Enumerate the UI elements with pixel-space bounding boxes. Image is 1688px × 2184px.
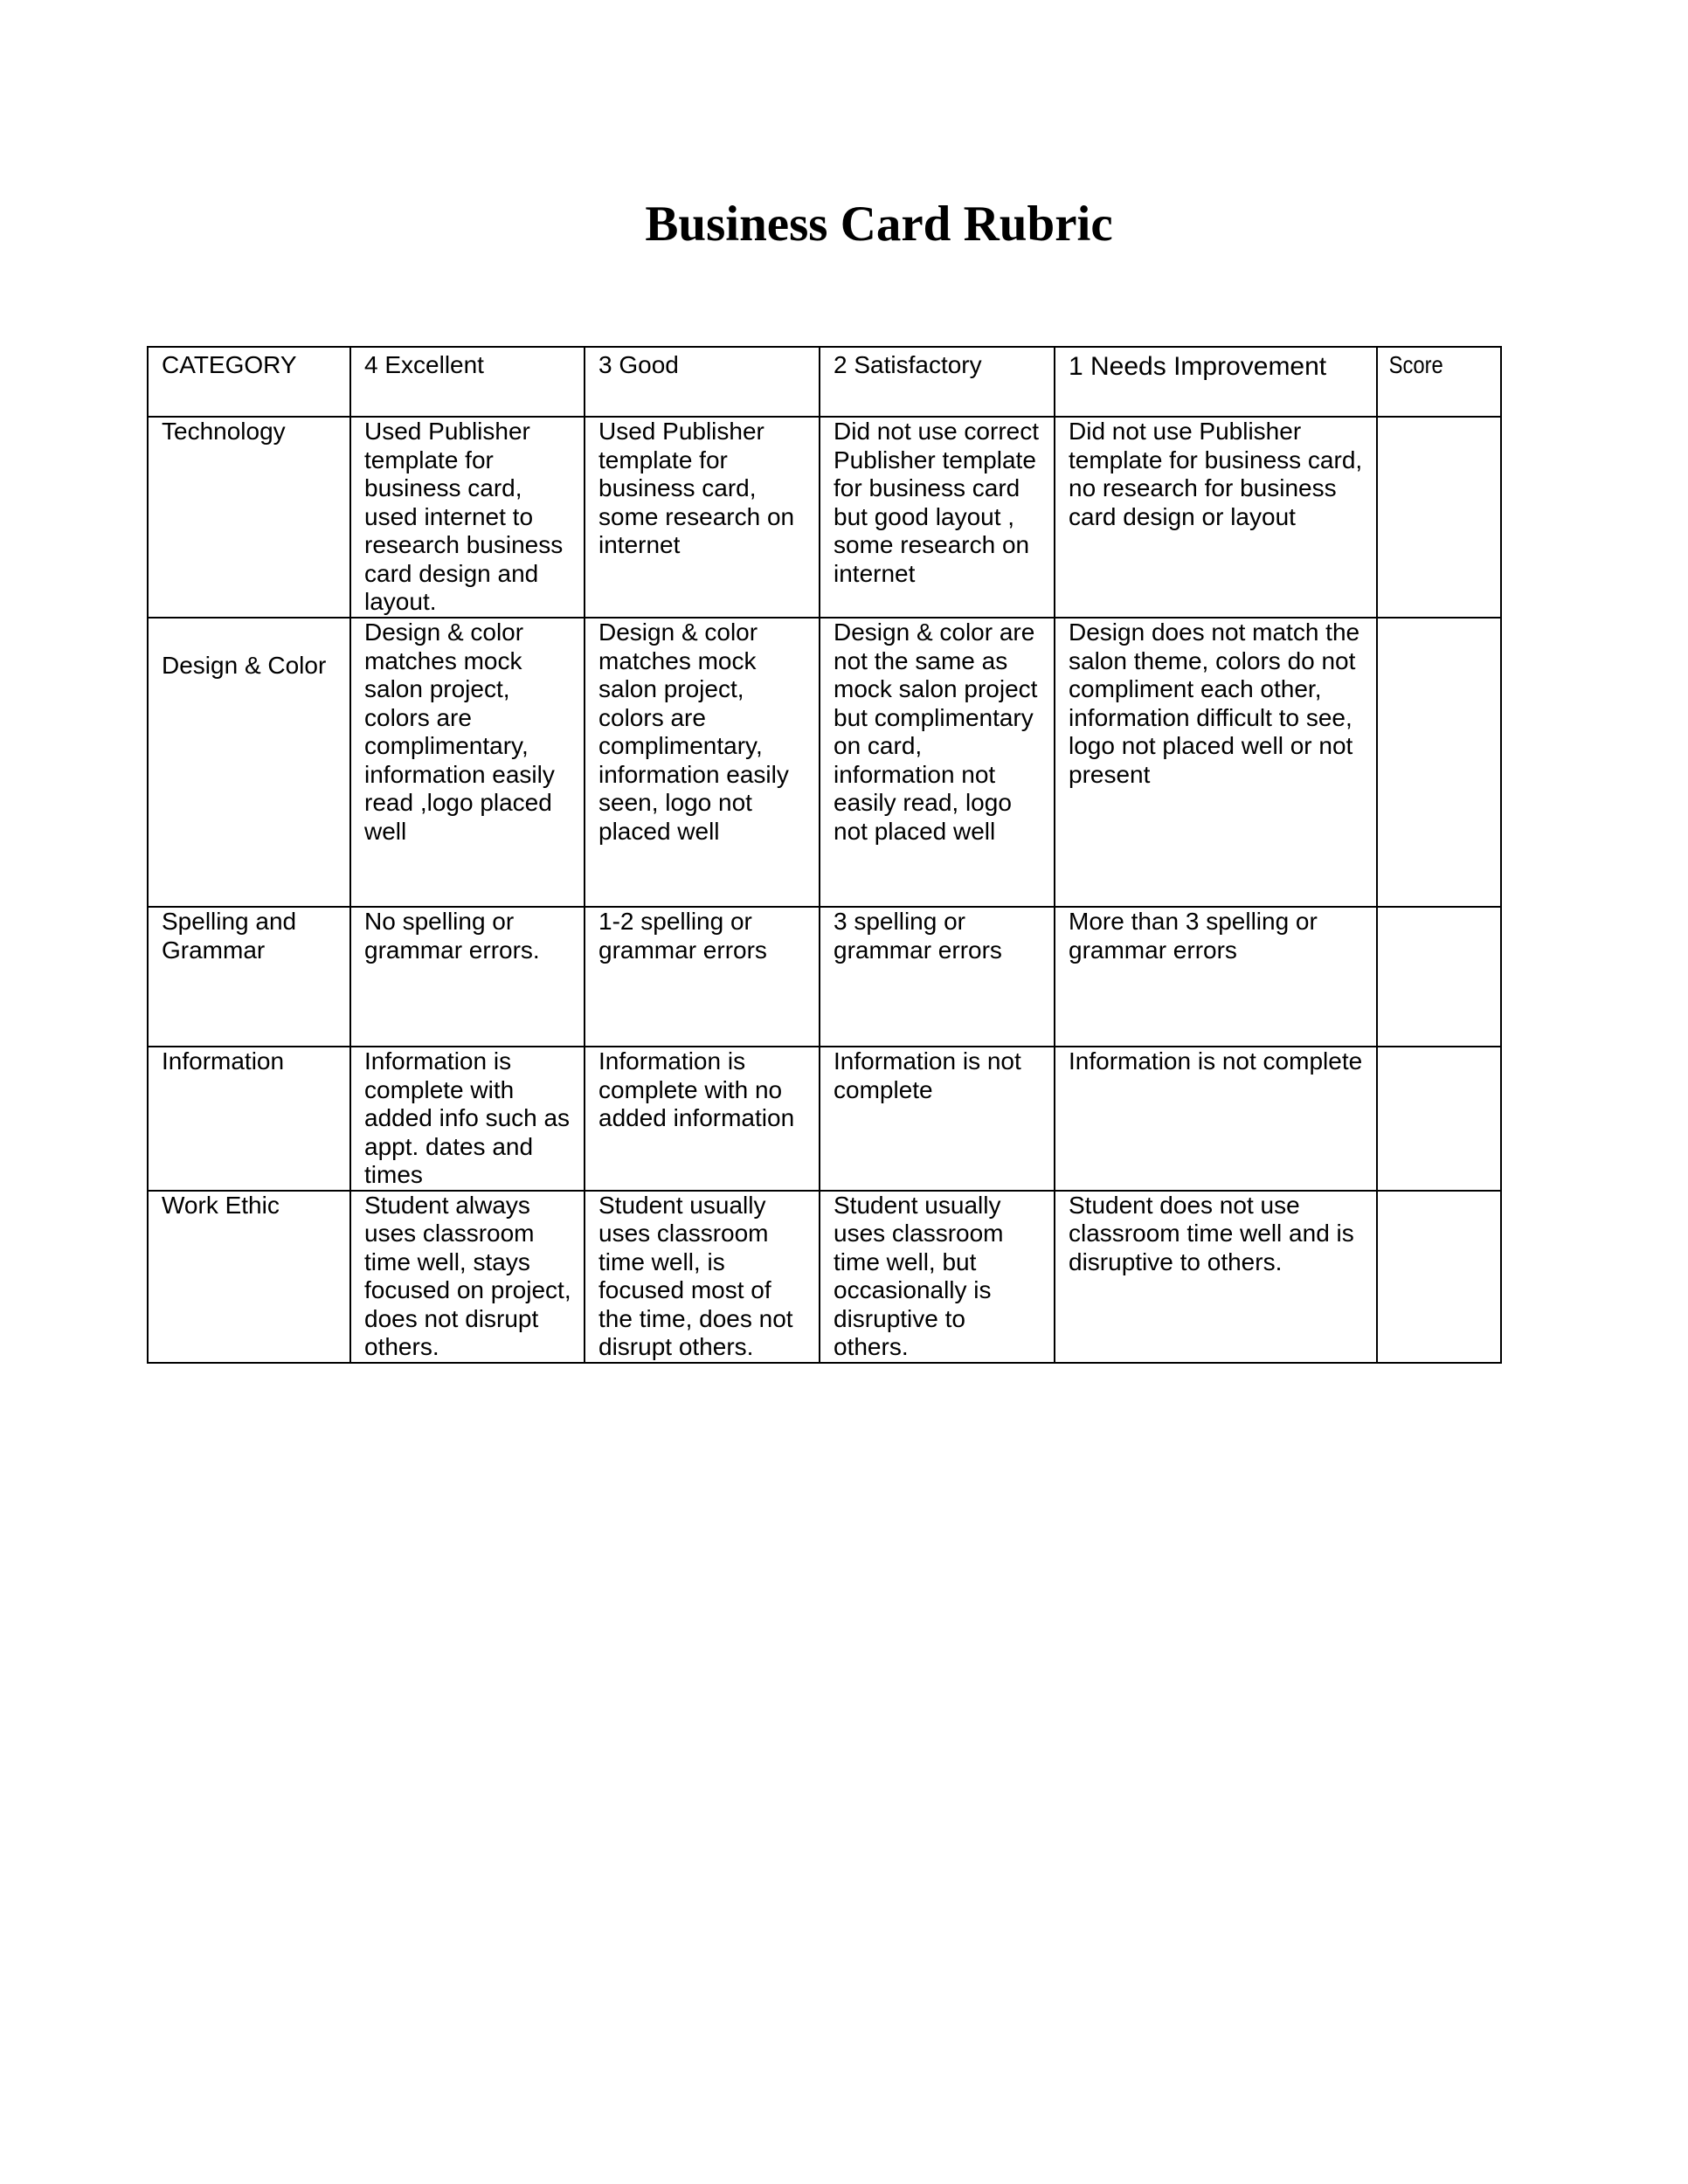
category-cell: Technology [148, 417, 350, 618]
score-cell[interactable] [1377, 1047, 1501, 1191]
header-level-1: 1 Needs Improvement [1055, 347, 1377, 417]
level-3-cell: Used Publisher template for business card, some research on internet [585, 417, 820, 618]
score-cell[interactable] [1377, 1191, 1501, 1363]
table-row [148, 1047, 1501, 1191]
level-2-cell: Student usually uses classroom time well, but occasionally is disruptive to others. [820, 1191, 1055, 1363]
level-1-cell: More than 3 spelling or grammar errors [1055, 907, 1377, 1047]
header-level-4: 4 Excellent [350, 347, 585, 417]
level-1-cell: Did not use Publisher template for business card, no research for business card design or layout [1055, 417, 1377, 618]
header-score: Score [1377, 347, 1483, 417]
level-1-cell: Student does not use classroom time well and is disruptive to others. [1055, 1191, 1377, 1363]
score-cell[interactable] [1377, 907, 1501, 1047]
category-cell: Work Ethic [148, 1191, 350, 1363]
level-4-cell: Used Publisher template for business card, used internet to research business card design and layout. [350, 417, 585, 618]
level-3-cell: 1-2 spelling or grammar errors [585, 907, 820, 1047]
level-3-cell: Student usually uses classroom time well, is focused most of the time, does not disrupt others. [585, 1191, 820, 1363]
score-cell[interactable] [1377, 417, 1501, 618]
level-2-cell: 3 spelling or grammar errors [820, 907, 1055, 1047]
level-4-cell: Student always uses classroom time well, stays focused on project, does not disrupt others. [350, 1191, 585, 1363]
category-cell: Spelling and Grammar [148, 907, 350, 1047]
category-cell: Design & Color [148, 618, 350, 907]
level-4-cell: Information is complete with added info such as appt. dates and times [350, 1047, 585, 1191]
table-row [148, 907, 1501, 1047]
rubric-table [147, 346, 1502, 1364]
category-cell: Information [148, 1047, 350, 1191]
table-row [148, 618, 1501, 907]
page-title: Business Card Rubric [645, 197, 1113, 252]
table-row [148, 417, 1501, 618]
level-4-cell: Design & color matches mock salon project, colors are complimentary, information easily read ,logo placed well [350, 618, 585, 907]
level-4-cell: No spelling or grammar errors. [350, 907, 585, 1047]
table-row [148, 1191, 1501, 1363]
level-3-cell: Design & color matches mock salon project, colors are complimentary, information easily seen, logo not placed well [585, 618, 820, 907]
header-level-3: 3 Good [585, 347, 820, 417]
score-cell[interactable] [1377, 618, 1501, 907]
level-1-cell: Information is not complete [1055, 1047, 1377, 1191]
level-2-cell: Design & color are not the same as mock salon project but complimentary on card, information not easily read, logo not placed well [820, 618, 1055, 907]
level-2-cell: Did not use correct Publisher template for business card but good layout , some research on internet [820, 417, 1055, 618]
header-level-2: 2 Satisfactory [820, 347, 1055, 417]
table-header-row [148, 347, 1501, 417]
level-2-cell: Information is not complete [820, 1047, 1055, 1191]
level-1-cell: Design does not match the salon theme, colors do not compliment each other, information difficult to see, logo not placed well or not present [1055, 618, 1377, 907]
header-category: CATEGORY [148, 347, 350, 417]
level-3-cell: Information is complete with no added information [585, 1047, 820, 1191]
